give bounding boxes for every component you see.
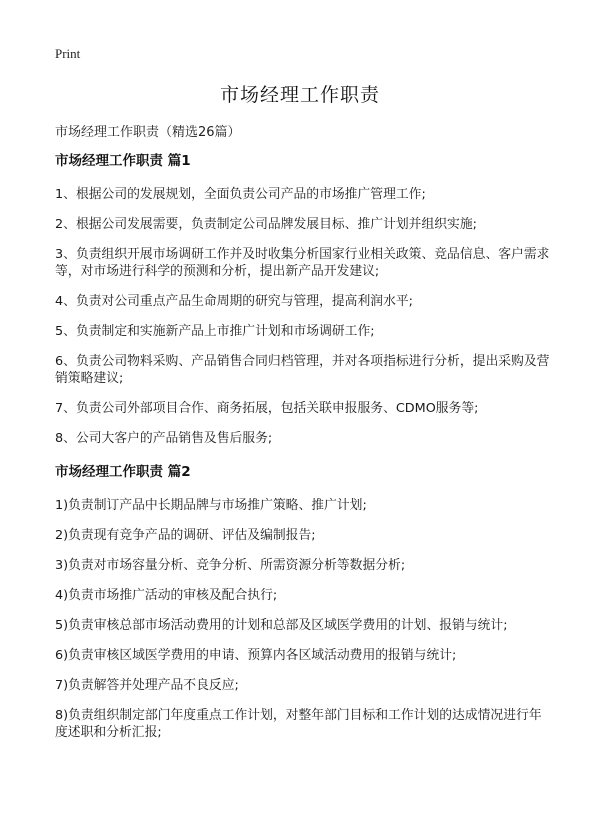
section-2 (55, 463, 550, 741)
list-item: 3)负责对市场容量分析、竞争分析、所需资源分析等数据分析; (55, 558, 406, 573)
list-item: 2)负责现有竞争产品的调研、评估及编制报告; (55, 528, 316, 543)
list-item: 8、公司大客户的产品销售及售后服务; (55, 431, 273, 446)
list-item: 4)负责市场推广活动的审核及配合执行; (55, 588, 278, 603)
list-item: 7、负责公司外部项目合作、商务拓展，包括关联申报服务、CDMO服务等; (55, 401, 479, 416)
list-item: 1)负责制订产品中长期品牌与市场推广策略、推广计划; (55, 498, 367, 513)
section-1 (55, 152, 550, 447)
page-title: 市场经理工作职责 (219, 84, 380, 106)
list-item: 7)负责解答并处理产品不良反应; (55, 678, 239, 693)
list-item: 3、负责组织开展市场调研工作并及时收集分析国家行业相关政策、竞品信息、客户需求等，对市场进行科学的预测和分析，提出新产品开发建议; (55, 247, 550, 279)
document-body (55, 152, 550, 754)
list-item: 5、负责制定和实施新产品上市推广计划和市场调研工作; (55, 324, 375, 339)
list-item: 2、根据公司发展需要，负责制定公司品牌发展目标、推广计划并组织实施; (55, 217, 477, 232)
print-link[interactable]: Print (55, 46, 81, 61)
list-item: 4、负责对公司重点产品生命周期的研究与管理，提高利润水平; (55, 294, 413, 309)
list-item: 8)负责组织制定部门年度重点工作计划，对整年部门目标和工作计划的达成情况进行年度述职和分析汇报; (55, 708, 542, 740)
document-subtitle: 市场经理工作职责（精选26篇） (55, 125, 241, 140)
section-heading: 市场经理工作职责 篇2 (55, 464, 191, 480)
list-item: 5)负责审核总部市场活动费用的计划和总部及区域医学费用的计划、报销与统计; (55, 618, 508, 633)
section-heading: 市场经理工作职责 篇1 (55, 153, 191, 169)
list-item: 6、负责公司物料采购、产品销售合同归档管理，并对各项指标进行分析，提出采购及营销策略建议; (55, 354, 550, 386)
list-item: 1、根据公司的发展规划，全面负责公司产品的市场推广管理工作; (55, 187, 426, 202)
list-item: 6)负责审核区域医学费用的申请、预算内各区域活动费用的报销与统计; (55, 648, 457, 663)
